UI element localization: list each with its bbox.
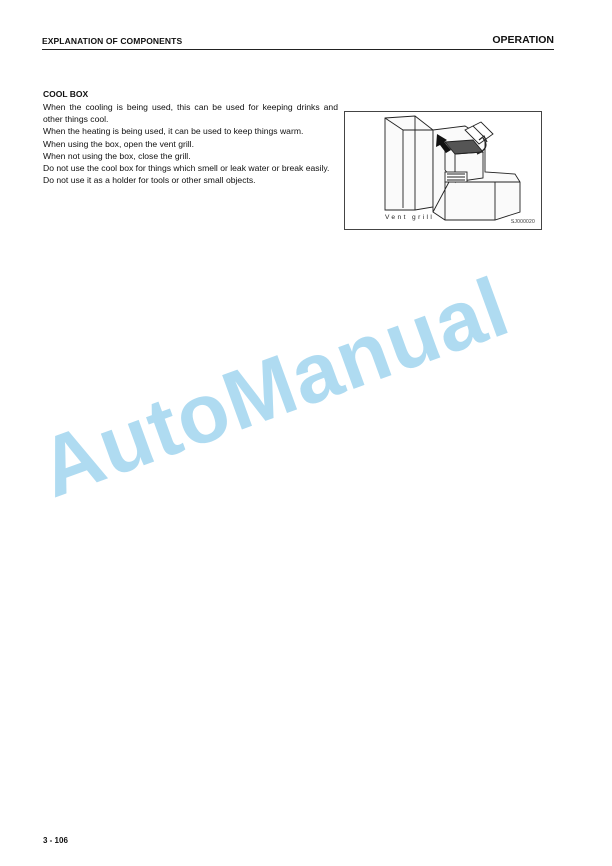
header-chapter-title: OPERATION — [492, 34, 554, 46]
figure-code: SJ000020 — [510, 219, 535, 225]
header-section-title: EXPLANATION OF COMPONENTS — [42, 36, 183, 46]
paragraph: When not using the box, close the grill. — [43, 150, 191, 161]
paragraph: When using the box, open the vent grill. — [43, 138, 194, 149]
section-title: COOL BOX — [43, 89, 89, 99]
body-text — [43, 101, 338, 186]
vent-grill-label: Vent grill — [385, 214, 435, 221]
paragraph: When the heating is being used, it can be used to keep things warm. — [43, 126, 304, 137]
cool-box-figure — [344, 111, 542, 230]
page-header — [42, 33, 554, 50]
paragraph: Do not use it as a holder for tools or other small objects. — [43, 175, 256, 186]
paragraph: Do not use the cool box for things which smell or leak water or break easily. — [43, 163, 330, 174]
page-number: 3 - 106 — [43, 836, 68, 845]
cool-box-illustration — [345, 112, 541, 229]
watermark: AutoManual — [27, 258, 521, 516]
paragraph: When the cooling is being used, this can be used for keeping drinks and other things cool. — [43, 102, 338, 125]
